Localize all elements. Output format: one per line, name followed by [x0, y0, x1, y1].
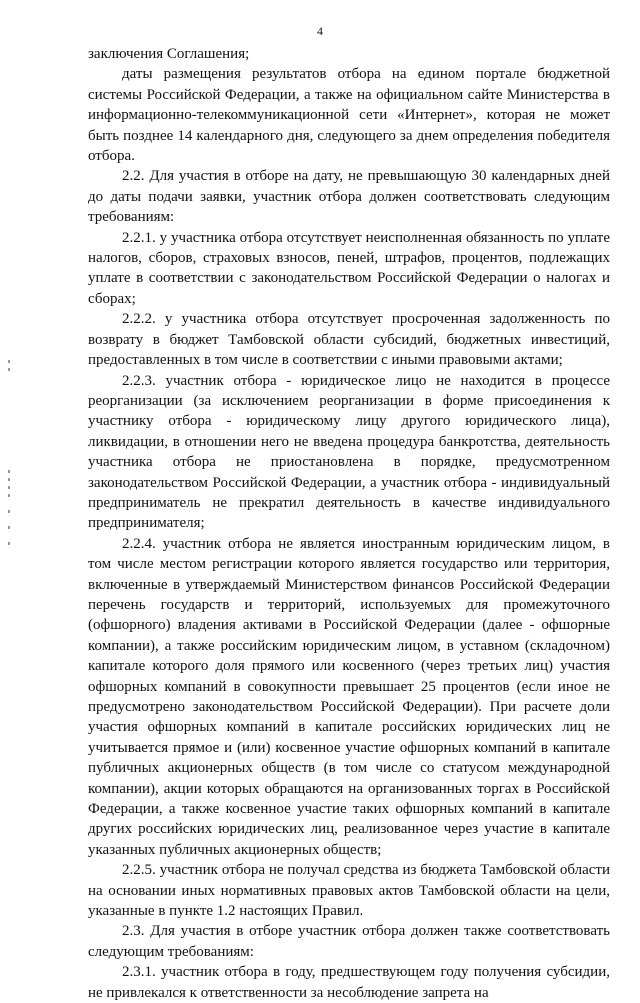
scan-margin-marks — [8, 360, 10, 560]
paragraph-6: 2.2.3. участник отбора - юридическое лицо не находится в процессе реорганизации (за исключением реорганизации в форме присоединения к участнику отбора - юридическому лицу другого юридического лица), ликвидации, в отношении него не введена процедура банкротства, деятельность участника отбора не приостановлена в порядке, предусмотренном законодательством Российской Федерации, а участник отбора - индивидуальный предприниматель не прекратил деятельность в качестве индивидуального предпринимателя; — [88, 372, 610, 532]
paragraph-9: 2.3. Для участия в отборе участник отбора должен также соответствовать следующим требованиям: — [88, 923, 610, 960]
paragraph-3: 2.2. Для участия в отборе на дату, не превышающую 30 календарных дней до даты подачи заявки, участник отбора должен соответствовать следующим требованиям: — [88, 168, 610, 226]
paragraph-8: 2.2.5. участник отбора не получал средства из бюджета Тамбовской области на основании иных нормативных правовых актов Тамбовской области на цели, указанные в пункте 1.2 настоящих Правил. — [88, 862, 610, 920]
paragraph-1: заключения Соглашения; — [88, 46, 250, 62]
paragraph-7: 2.2.4. участник отбора не является иностранным юридическим лицом, в том числе местом регистрации которого является государство или территория, включенные в утверждаемый Министерством финансов Российской Федерации перечень государств и территорий, используемых для промежуточного (офшорного) владения активами в Российской Федерации (далее - офшорные компании), а также российским юридическим лицом, в уставном (складочном) капитале которого доля прямого или косвенного (через третьих лиц) участия офшорных компаний в совокупности превышает 25 процентов (если иное не предусмотрено законодательством Российской Федерации). При расчете доли участия офшорных компаний в капитале российских юридических лиц не учитывается прямое и (или) косвенное участие офшорных компаний в капитале публичных акционерных обществ (в том числе со статусом международной компании), акции которых обращаются на организованных торгах в Российской Федерации, а также косвенное участие таких офшорных компаний в капитале других российских юридических лиц, реализованное через участие в капитале указанных публичных акционерных обществ; — [88, 535, 610, 858]
page-number: 4 — [317, 24, 323, 38]
document-body — [88, 44, 610, 1003]
paragraph-10: 2.3.1. участник отбора в году, предшествующем году получения субсидии, не привлекался к ответственности за несоблюдение запрета на — [88, 964, 610, 1001]
paragraph-5: 2.2.2. у участника отбора отсутствует просроченная задолженность по возврату в бюджет Тамбовской области субсидий, бюджетных инвестиций, предоставленных в том числе в соответствии с иными правовыми актами; — [88, 311, 610, 369]
paragraph-2: даты размещения результатов отбора на едином портале бюджетной системы Российской Федерации, а также на официальном сайте Министерства в информационно-телекоммуникационной сети «Интернет», которая не может быть позднее 14 календарного дня, следующего за днем определения победителя отбора. — [88, 66, 610, 165]
paragraph-4: 2.2.1. у участника отбора отсутствует неисполненная обязанность по уплате налогов, сборов, страховых взносов, пеней, штрафов, процентов, подлежащих уплате в соответствии с законодательством Российской Федерации о налогах и сборах; — [88, 229, 610, 307]
